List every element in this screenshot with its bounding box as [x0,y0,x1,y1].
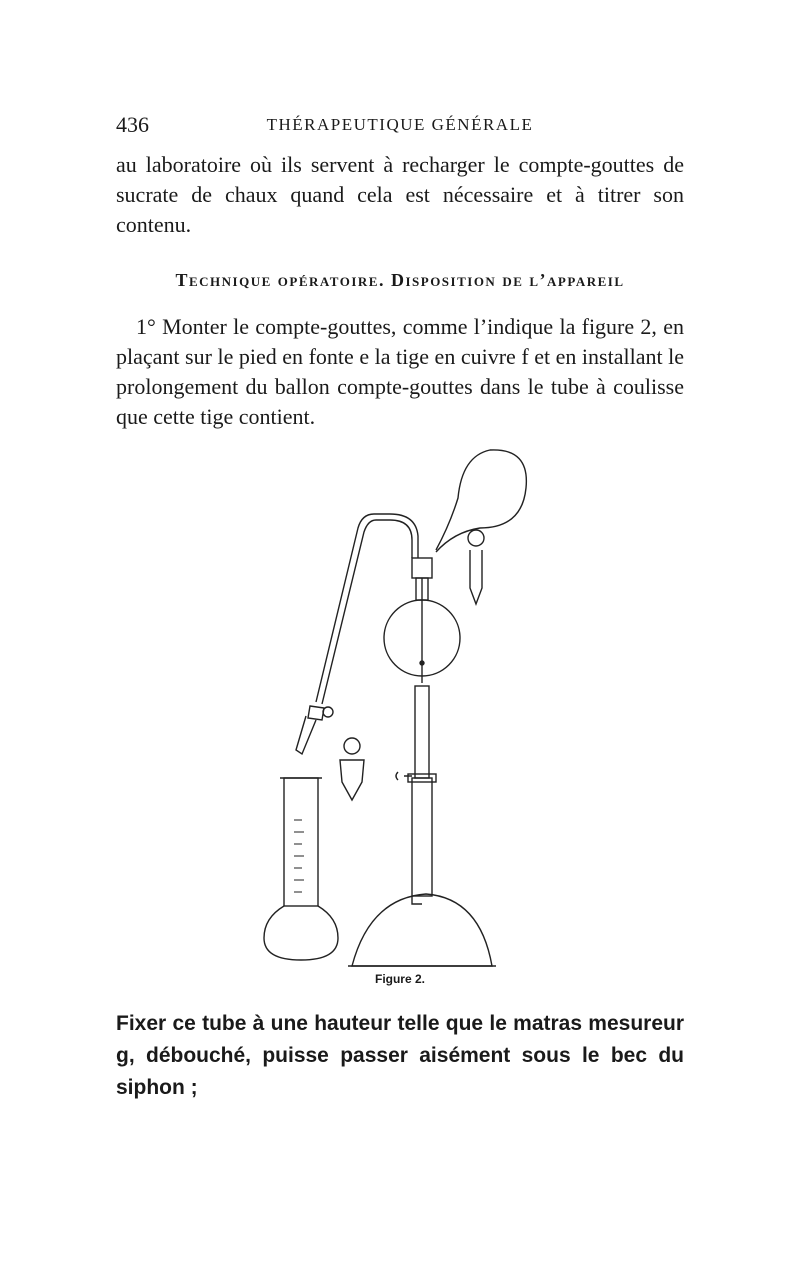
paragraph-step-1: 1° Monter le compte-gouttes, comme l’indique la figure 2, en plaçant sur le pied en fonte e la tige en cuivre f et en installant le prolongement du ballon compte-gouttes dans le tube à coulisse que cette tige contient. [116,314,684,429]
paragraph-continuation: au laboratoire où ils servent à recharger le compte-gouttes de sucrate de chaux quand cela est nécessaire et à titrer son contenu. [116,152,684,237]
siphon-tube [322,520,412,704]
running-head [116,112,684,138]
stopper [344,738,360,754]
rubber-bulb [436,450,526,552]
sliding-tube [415,686,429,778]
measuring-flask [284,778,318,906]
apparatus-drawing [240,428,530,978]
cast-iron-base [352,894,492,966]
running-title: THÉRAPEUTIQUE GÉNÉRALE [266,115,534,134]
page-number: 436 [116,112,149,137]
tap-fitting [468,530,484,546]
section-heading: Technique opératoire. Disposition de l’appareil [175,270,625,290]
paragraph-step-1-continued: Fixer ce tube à une hauteur telle que le matras mesureur g, débouché, puisse passer aisément sous le bec du siphon ; [116,1012,684,1099]
copper-rod [412,778,432,896]
figure-caption: Figure 2. [374,972,425,986]
figure-apparatus [240,428,530,978]
